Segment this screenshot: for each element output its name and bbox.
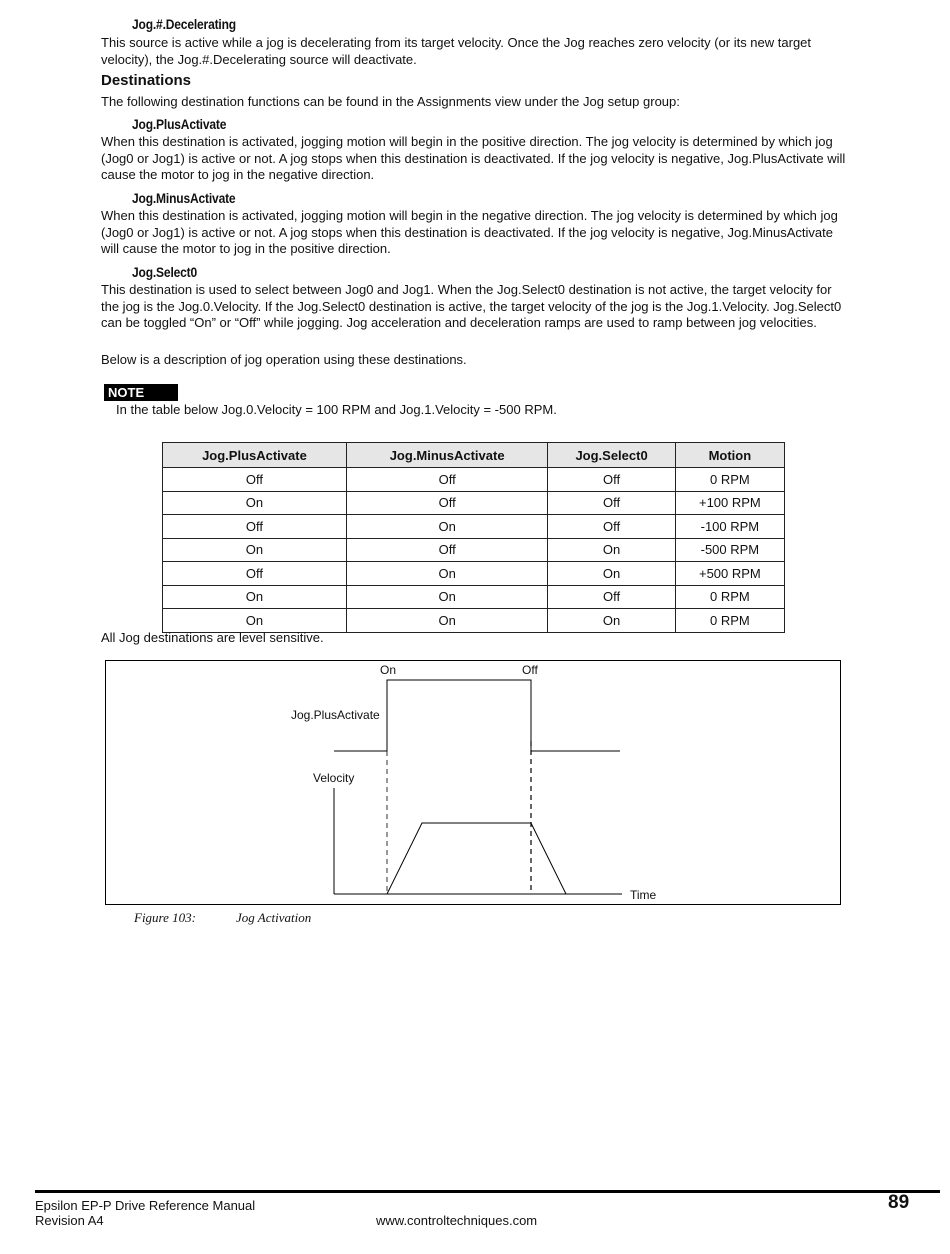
subheading-select0: Jog.Select0 [132, 264, 198, 280]
table-row [163, 468, 785, 492]
label-jog-plus-activate: Jog.PlusActivate [291, 708, 380, 722]
table-header-cell: Jog.MinusActivate [346, 443, 547, 468]
note-text: In the table below Jog.0.Velocity = 100 RPM and Jog.1.Velocity = -500 RPM. [116, 402, 557, 417]
table-cell: On [346, 609, 547, 633]
table-cell: 0 RPM [675, 609, 784, 633]
table-header-cell: Jog.PlusActivate [163, 443, 347, 468]
footer-manual-title: Epsilon EP-P Drive Reference Manual [35, 1198, 256, 1213]
table-cell: Off [346, 491, 547, 515]
table-cell: -500 RPM [675, 538, 784, 562]
paragraph-minus-activate: When this destination is activated, jogging motion will begin in the negative direction. The jog velocity is determined by which jog (Jog0 or Jog1) is active or not. A jog stops when this destination is deactivated. If the jog velocity is negative, Jog.MinusActivate will cause the motor to jog in the positive direction. [101, 208, 838, 257]
paragraph-plus-activate: When this destination is activated, jogging motion will begin in the positive direction. The jog velocity is determined by which jog (Jog0 or Jog1) is active or not. A jog stops when this destination is deactivated. If the jog velocity is negative, Jog.PlusActivate will cause the motor to jog in the negative direction. [101, 134, 846, 183]
table-row [163, 538, 785, 562]
table-cell: +100 RPM [675, 491, 784, 515]
table-header-cell: Jog.Select0 [548, 443, 675, 468]
paragraph-destinations-intro: The following destination functions can be found in the Assignments view under the Jog setup group: [101, 94, 680, 109]
label-time: Time [630, 888, 657, 902]
subheading-minus-activate: Jog.MinusActivate [132, 190, 236, 206]
subheading-plus-activate: Jog.PlusActivate [132, 116, 227, 132]
paragraph-select0: This destination is used to select between Jog0 and Jog1. When the Jog.Select0 destination is not active, the target velocity for the jog is the Jog.0.Velocity. If the Jog.Select0 destination is active, the target velocity of the jog is the Jog.1.Velocity. Jog.Select0 can be toggled “On” or “Off” while jogging. Jog acceleration and deceleration ramps are used to ramp between jog velocities. [101, 282, 842, 331]
table-cell: On [346, 585, 547, 609]
table-cell: Off [346, 468, 547, 492]
table-cell: Off [163, 515, 347, 539]
table-cell: 0 RPM [675, 585, 784, 609]
table-cell: Off [163, 562, 347, 586]
table-row [163, 491, 785, 515]
jog-table [162, 442, 785, 633]
footer-rule [35, 1190, 940, 1193]
table-cell: On [163, 585, 347, 609]
footer-website: www.controltechniques.com [376, 1213, 538, 1228]
table-cell: On [346, 515, 547, 539]
table-cell: 0 RPM [675, 468, 784, 492]
paragraph-decelerating: This source is active while a jog is decelerating from its target velocity. Once the Jog reaches zero velocity (or its new target velocity), the Jog.#.Decelerating source will deactivate. [101, 35, 812, 67]
velocity-profile-line [387, 823, 566, 894]
paragraph-level-sensitive: All Jog destinations are level sensitive. [101, 630, 324, 645]
timing-diagram [106, 661, 840, 904]
label-off: Off [522, 663, 538, 677]
table-cell: On [548, 562, 675, 586]
table-cell: Off [163, 468, 347, 492]
table-header-row [163, 443, 785, 468]
table-cell: On [163, 609, 347, 633]
note-label: NOTE [104, 384, 178, 401]
figure-caption-title: Jog Activation [236, 910, 312, 925]
table-cell: -100 RPM [675, 515, 784, 539]
table-row [163, 609, 785, 633]
figure-caption-number: Figure 103: [134, 910, 196, 925]
page-number: 89 [888, 1192, 910, 1213]
paragraph-below: Below is a description of jog operation using these destinations. [101, 352, 467, 367]
figure-jog-activation [105, 660, 841, 905]
table-row [163, 585, 785, 609]
label-velocity: Velocity [313, 771, 355, 785]
table-row [163, 515, 785, 539]
heading-destinations: Destinations [101, 72, 192, 89]
table-cell: On [346, 562, 547, 586]
table-header-cell: Motion [675, 443, 784, 468]
table-cell: Off [346, 538, 547, 562]
table-cell: On [548, 609, 675, 633]
table-row [163, 562, 785, 586]
table-cell: +500 RPM [675, 562, 784, 586]
table-cell: Off [548, 468, 675, 492]
label-on: On [380, 663, 397, 677]
table-cell: On [548, 538, 675, 562]
footer-revision: Revision A4 [35, 1213, 104, 1228]
table-cell: On [163, 538, 347, 562]
table-cell: Off [548, 585, 675, 609]
table-cell: Off [548, 515, 675, 539]
table-cell: On [163, 491, 347, 515]
table-cell: Off [548, 491, 675, 515]
subheading-decelerating: Jog.#.Decelerating [132, 16, 236, 32]
